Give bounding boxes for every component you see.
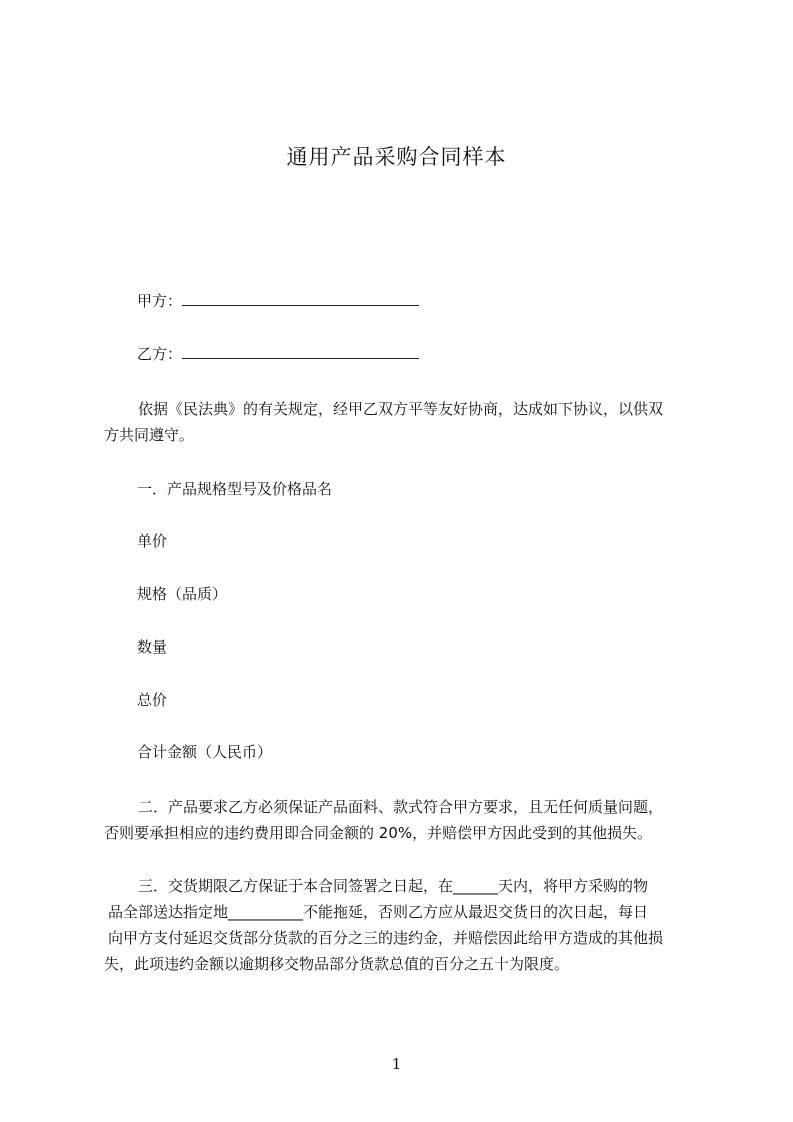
party-a-blank xyxy=(182,291,419,306)
party-b-blank xyxy=(182,344,419,359)
item-quantity: 数量 xyxy=(137,638,168,656)
item-unit-price: 单价 xyxy=(137,532,168,550)
party-b-label: 乙方： xyxy=(137,345,183,363)
party-a-label: 甲方： xyxy=(137,292,183,310)
section-2-line-2: 否则要承担相应的违约费用即合同金额的 20%，并赔偿甲方因此受到的其他损失。 xyxy=(104,824,653,842)
intro-line-2: 方共同遵守。 xyxy=(104,426,195,444)
item-total-price: 总价 xyxy=(137,691,168,709)
party-a-line xyxy=(137,291,419,311)
item-grand-total: 合计金额（人民币） xyxy=(137,743,273,761)
page-number: 1 xyxy=(391,1055,402,1073)
party-b-line xyxy=(137,344,419,364)
page-title: 通用产品采购合同样本 xyxy=(286,145,507,169)
section-3-line-1: 三．交货期限乙方保证于本合同签署之日起，在______天内，将甲方采购的物 xyxy=(138,877,649,895)
section-3-line-4: 失，此项违约金额以逾期移交物品部分货款总值的百分之五十为限度。 xyxy=(104,955,570,973)
section-3-line-2: 品全部送达指定地__________不能拖延，否则乙方应从最迟交货日的次日起，每日 xyxy=(108,903,649,921)
item-specification: 规格（品质） xyxy=(137,585,228,603)
intro-paragraph xyxy=(104,396,704,448)
intro-line-1: 依据《民法典》的有关规定，经甲乙双方平等友好协商，达成如下协议，以供双 xyxy=(138,400,664,418)
section-2-paragraph xyxy=(104,794,704,846)
section-2-line-1: 二．产品要求乙方必须保证产品面料、款式符合甲方要求，且无任何质量问题， xyxy=(138,798,664,816)
section-3-paragraph xyxy=(104,873,704,977)
section-3-line-3: 向甲方支付延迟交货部分货款的百分之三的违约金，并赔偿因此给甲方造成的其他损 xyxy=(108,929,664,947)
section-1-heading: 一．产品规格型号及价格品名 xyxy=(137,480,333,498)
